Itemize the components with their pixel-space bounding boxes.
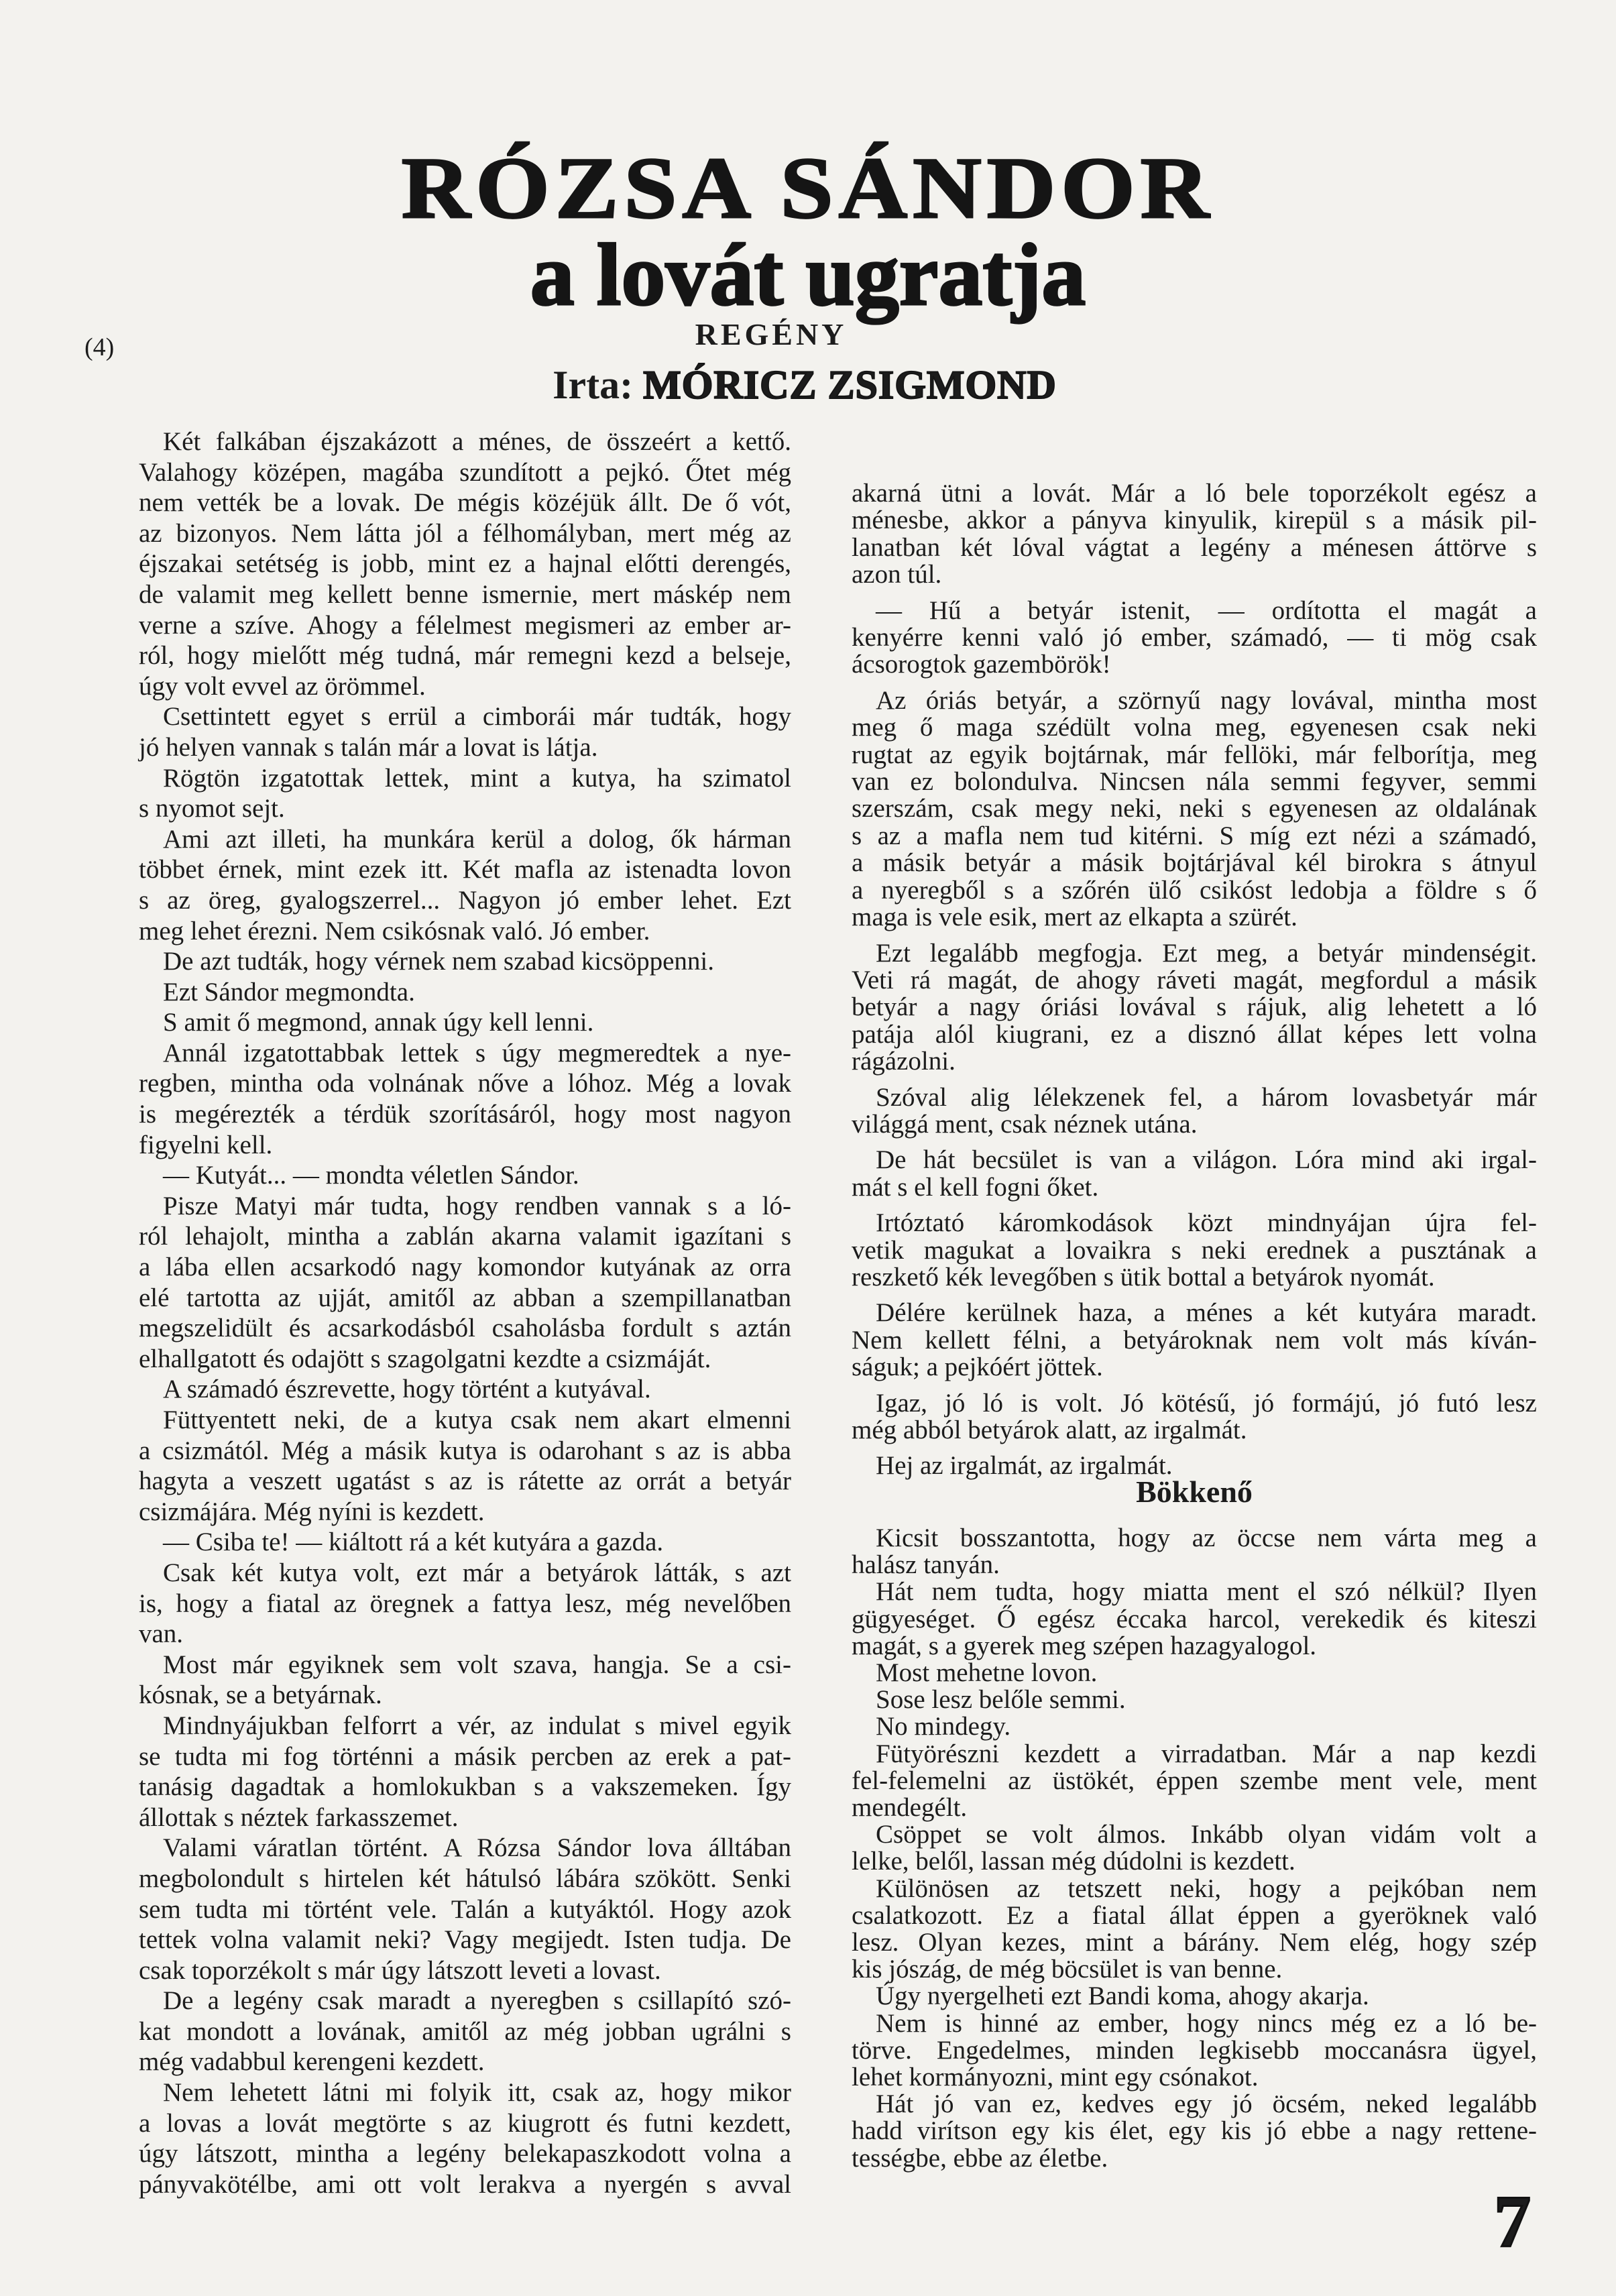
paragraph (852, 480, 1537, 589)
text-line: a nyeregből s a szőrén ülő csikóst ledobja a földre s ő (852, 875, 1537, 905)
text-line: reszkető kék levegőben s ütik bottal a betyárok nyomát. (852, 1262, 1435, 1292)
paragraph (852, 1686, 1537, 1713)
text-line: Nem kellett félni, a betyároknak nem volt más kíván- (852, 1325, 1537, 1355)
text-line: Veti rá magát, de ahogy ráveti magát, megfordul a másik (852, 965, 1537, 994)
text-line: Különösen az tetszett neki, hogy a pejkóban nem (876, 1874, 1537, 1903)
paragraph (852, 1147, 1537, 1201)
text-line: halász tanyán. (852, 1550, 1000, 1580)
text-line: S amit ő megmond, annak úgy kell lenni. (163, 1008, 594, 1037)
text-line: törve. Engedelmes, minden legkisebb moccanásra ügyel, (852, 2035, 1537, 2065)
text-line: állottak s néztek farkasszemet. (139, 1802, 459, 1832)
page-number: 7 (1494, 2181, 1531, 2262)
text-line: jó helyen vannak s talán már a lovat is látja. (139, 732, 598, 762)
text-line: azon túl. (852, 560, 942, 589)
text-line: tességbe, ebbe az életbe. (852, 2143, 1108, 2173)
text-line: de valamit meg kellett benne ismernie, mert máskép nem (139, 579, 791, 609)
paragraph (852, 1525, 1537, 1578)
text-line: De hát becsület is van a világon. Lóra mind aki irgal- (876, 1145, 1537, 1175)
text-line: szerszám, csak megy neki, neki s egyenesen az oldalának (852, 794, 1537, 823)
text-line: patája alól kiugrani, ez a disznó állat képes lett volna (852, 1019, 1537, 1049)
text-line: is, hogy a fiatal az öregnek a fattya lesz, még nevelőben (139, 1589, 791, 1618)
text-line: hadd virítson egy kis élet, egy kis jó ebbe a nagy rettene- (852, 2116, 1537, 2146)
text-line: tanásig dagadtak a homlokukban s a vakszemeken. Így (139, 1772, 791, 1802)
text-line: meg lehet érezni. Nem csikósnak való. Jó ember. (139, 916, 650, 945)
paragraph (852, 2010, 1537, 2091)
text-line: ácsorogtok gazembörök! (852, 650, 1111, 679)
paragraph (139, 946, 791, 977)
text-line: a csizmától. Még a másik kutya is odarohant s az is abba (139, 1436, 791, 1465)
text-line: elhallgatott és odajött s szagolgatni kezdte a csizmáját. (139, 1344, 711, 1373)
text-line: s az a mafla nem tud kitérni. S míg ezt nézi a számadó, (852, 821, 1537, 850)
text-line: Irtóztató káromkodások közt mindnyájan újra fel- (876, 1208, 1537, 1238)
paragraph (852, 687, 1537, 931)
paragraph (852, 1084, 1537, 1139)
text-line: van. (139, 1619, 184, 1649)
paragraph (852, 1713, 1537, 1740)
text-line: pányvakötélbe, ami ott volt lerakva a nyergén s avval (139, 2169, 791, 2199)
text-line: akarná ütni a lovát. Már a ló bele toporzékolt egész a (852, 479, 1537, 508)
byline (469, 362, 1140, 408)
text-line: lesz. Olyan kezes, mint a bárány. Nem elég, hogy szép (852, 1928, 1537, 1957)
text-line: Szóval alig lélekzenek fel, a három lovasbetyár már (876, 1082, 1537, 1112)
text-line: figyelni kell. (139, 1130, 273, 1159)
text-line: Most már egyiknek sem volt szava, hangja. Se a csi- (163, 1650, 791, 1679)
text-line: regben, mintha oda volnának nőve a lóhoz. Még a lovak (139, 1069, 791, 1098)
paragraph (139, 1405, 791, 1527)
text-line: többet érnek, mint ezek itt. Két mafla az istenadta lovon (139, 855, 791, 884)
text-line: Ezt legalább megfogja. Ezt meg, a betyár mindenségit. (876, 938, 1537, 968)
text-line: kat mondott a lovának, amitől az még jobban ugrálni s (139, 2016, 791, 2046)
text-line: kósnak, se a betyárnak. (139, 1680, 382, 1710)
text-line: meg ő maga szédült volna meg, egyenesen csak neki (852, 713, 1537, 742)
text-line: csalatkozott. Ez a fiatal állat éppen a gyeröknek való (852, 1900, 1537, 1930)
article-subtitle: a lovát ugratja (530, 225, 1086, 324)
text-line: Ezt Sándor megmondta. (163, 977, 415, 1007)
text-line: ról, hogy mielőtt még tudná, már remegni kezd a belseje, (139, 641, 791, 671)
text-line: maga is vele esik, mert az elkapta a szürét. (852, 903, 1297, 932)
text-line: De a legény csak maradt a nyeregben s csillapító szó- (163, 1986, 791, 2016)
text-line: világgá ment, csak néznek utána. (852, 1109, 1198, 1139)
text-line: betyár a nagy óriási lovával s rájuk, alig lehetett a ló (852, 992, 1537, 1022)
text-line: Délére kerülnek haza, a ménes a két kutyára maradt. (876, 1298, 1537, 1328)
paragraph (139, 1833, 791, 1986)
paragraph (852, 1390, 1537, 1444)
text-line: megszelidült és acsarkodásból csaholásba fordult s aztán (139, 1314, 791, 1343)
text-line: rugtat az egyik bojtárnak, már fellöki, már felborítja, meg (852, 740, 1537, 769)
text-line: ról lehajolt, mintha a zablán akarna valamit igazítani s (139, 1222, 791, 1251)
paragraph (852, 1300, 1537, 1381)
paragraph (139, 824, 791, 946)
text-line: No mindegy. (876, 1712, 1011, 1741)
text-line: Csak két kutya volt, ezt már a betyárok látták, s azt (163, 1558, 791, 1587)
paragraph (139, 701, 791, 762)
text-line: vetik magukat a lovaikra s neki erednek a pusztának a (852, 1235, 1537, 1265)
paragraph (139, 1374, 791, 1405)
text-line: mát s el kell fogni őket. (852, 1172, 1099, 1202)
text-line: Most mehetne lovon. (876, 1658, 1098, 1688)
text-line: is megérezték a térdük szorításáról, hogy most nagyon (139, 1100, 791, 1129)
text-line: úgy volt evvel az örömmel. (139, 671, 426, 701)
text-line: Sose lesz belőle semmi. (876, 1685, 1126, 1715)
text-line: Nem lehetett látni mi folyik itt, csak az, hogy mikor (163, 2078, 791, 2108)
text-line: Az óriás betyár, a szörnyű nagy lovával, mintha most (876, 685, 1537, 715)
text-line: a másik betyár a másik bojtárjával kél birokra s átnyul (852, 848, 1537, 878)
text-line: lehet kormányozni, mint egy csónakot. (852, 2063, 1259, 2092)
paragraph (139, 763, 791, 824)
text-line: Ami azt illeti, ha munkára kerül a dolog, ők hárman (163, 824, 791, 854)
text-line: ménesbe, akkor a pányva kinyulik, kirepül s a másik pil- (852, 506, 1537, 535)
text-line: elé tartotta az ujját, amitől az abban a szempillanatban (139, 1283, 791, 1312)
text-line: magát, s a gyerek meg szépen hazagyalogol. (852, 1631, 1317, 1660)
text-line: Fütyörészni kezdett a virradatban. Már a nap kezdi (876, 1739, 1537, 1768)
text-line: hagyta a veszett ugatást s az is rátette az orrát a betyár (139, 1467, 791, 1496)
text-line: Csettintett egyet s errül a cimborái már tudták, hogy (163, 702, 791, 732)
text-line: még vadabbul kerengeni kezdett. (139, 2047, 485, 2077)
text-line: lelke, belől, lassan még dúdolni is kezdett. (852, 1847, 1295, 1876)
paragraph (139, 1038, 791, 1160)
byline-prefix: Irta: (553, 363, 634, 407)
author-name: MÓRICZ ZSIGMOND (643, 363, 1057, 407)
text-line: úgy látszott, mintha a legény belekapaszkodott volna a (139, 2139, 791, 2169)
text-line: Füttyentett neki, de a kutya csak nem akart elmenni (163, 1405, 791, 1434)
text-line: a lába ellen acsarkodó nagy komondor kutyának az orra (139, 1253, 791, 1282)
paragraph (139, 1527, 791, 1558)
paragraph (852, 1210, 1537, 1291)
text-line: Nem is hinné az ember, hogy nincs még ez a ló be- (876, 2008, 1537, 2038)
text-line: Igaz, jó ló is volt. Jó kötésű, jó formájú, jó futó lesz (876, 1388, 1537, 1418)
text-line: — Kutyát... — mondta véletlen Sándor. (163, 1161, 579, 1190)
text-line: gügyeséget. Ő egész éccaka harcol, verekedik és kiteszi (852, 1604, 1537, 1633)
text-line: Két falkában éjszakázott a ménes, de összeért a kettő. (163, 427, 791, 456)
paragraph (852, 1821, 1537, 1875)
text-line: rágázolni. (852, 1047, 956, 1076)
paragraph (139, 1191, 791, 1375)
text-line: az bizonyos. Nem látta jól a félhomályban, mert még az (139, 518, 791, 548)
text-line: megbolondult s hirtelen két hátulsó lábára szökött. Senki (139, 1863, 791, 1893)
text-line: van ez bolondulva. Nincsen nála semmi fegyver, semmi (852, 767, 1537, 797)
paragraph (852, 1578, 1537, 1660)
text-line: ságuk; a pejkóért jöttek. (852, 1353, 1103, 1382)
paragraph (852, 940, 1537, 1076)
text-line: sem tudta mi történt vele. Talán a kutyáktól. Hogy azok (139, 1894, 791, 1924)
paragraph (139, 2077, 791, 2199)
paragraph (139, 1558, 791, 1650)
text-line: tettek volna valamit neki? Vagy megijedt. Isten tudja. De (139, 1925, 791, 1955)
paragraph (139, 1650, 791, 1711)
paragraph (852, 1876, 1537, 1984)
text-line: — Hű a betyár istenit, — ordította el magát a (876, 595, 1537, 625)
text-line: Annál izgatottabbak lettek s úgy megmeredtek a nye- (163, 1038, 791, 1068)
text-line: éjszakai setétség is jobb, mint ez a hajnal előtti derengés, (139, 549, 791, 579)
text-line: s nyomot sejt. (139, 794, 285, 823)
paragraph (852, 1660, 1537, 1686)
text-line: Hát nem tudta, hogy miatta ment el szó nélkül? Ilyen (876, 1577, 1537, 1607)
text-line: lanatban két lóval vágtat a legény a ménesen áttörve s (852, 532, 1537, 562)
article-title: RÓZSA SÁNDOR (401, 139, 1215, 237)
text-line: csizmájára. Még nyíni is kezdett. (139, 1497, 485, 1526)
text-line: csak toporzékolt s már úgy látszott leveti a lovast. (139, 1955, 661, 1985)
paragraph (852, 1741, 1537, 1822)
text-line: Hej az irgalmát, az irgalmát. (876, 1451, 1173, 1481)
paragraph (852, 597, 1537, 679)
text-line: s az öreg, gyalogszerrel... Nagyon jó ember lehet. Ezt (139, 885, 791, 915)
text-line: kis jószág, de még böcsület is van benne. (852, 1955, 1283, 1984)
text-line: mendegélt. (852, 1793, 968, 1823)
text-line: Hát jó van ez, kedves egy jó öcsém, neked legalább (876, 2089, 1537, 2119)
paragraph (139, 1986, 791, 2077)
paragraph (139, 1160, 791, 1191)
text-line: — Csiba te! — kiáltott rá a két kutyára a gazda. (163, 1528, 664, 1557)
paragraph (139, 426, 791, 701)
text-line: nem vették be a lovak. De mégis közéjük állt. De ő vót, (139, 488, 791, 518)
paragraph (139, 1711, 791, 1833)
text-column-right-bottom (852, 1525, 1537, 2172)
text-line: Mindnyájukban felforrt a vér, az indulat s mivel egyik (163, 1711, 791, 1740)
text-line: Valahogy középen, magába szundított a pejkó. Őtet még (139, 457, 791, 487)
text-line: verne a szíve. Ahogy a félelmest megismeri az ember ar- (139, 610, 791, 640)
text-line: De azt tudták, hogy vérnek nem szabad kicsöppenni. (163, 947, 714, 976)
text-line: Pisze Matyi már tudta, hogy rendben vannak s a ló- (163, 1191, 791, 1220)
text-line: se tudta mi fog történni a másik percben az erek a pat- (139, 1741, 791, 1771)
paragraph (852, 1983, 1537, 2010)
paragraph (139, 1007, 791, 1038)
text-line: A számadó észrevette, hogy történt a kutyával. (163, 1375, 651, 1404)
section-heading: Bökkenő (1136, 1475, 1253, 1509)
installment-number: (4) (84, 333, 115, 361)
text-line: Rögtön izgatottak lettek, mint a kutya, ha szimatol (163, 763, 791, 793)
text-column-left (139, 426, 791, 2199)
text-line: még abból betyárok alatt, az irgalmát. (852, 1416, 1247, 1444)
paragraph (852, 2091, 1537, 2172)
text-line: Úgy nyergelheti ezt Bandi koma, ahogy akarja. (876, 1982, 1369, 2011)
text-line: Csöppet se volt álmos. Inkább olyan vidám volt a (876, 1820, 1537, 1849)
genre-label: REGÉNY (695, 317, 848, 351)
text-column-right-top (852, 480, 1537, 1489)
text-line: fel-felemelni az üstökét, éppen szembe ment vele, ment (852, 1766, 1537, 1795)
text-line: a lovas a lovát megtörte s az kiugrott és futni kezdett, (139, 2108, 791, 2138)
text-line: Valami váratlan történt. A Rózsa Sándor lova álltában (163, 1833, 791, 1863)
paragraph (139, 977, 791, 1008)
text-line: kenyérre kenni való jó ember, számadó, — ti mög csak (852, 623, 1537, 652)
text-line: Kicsit bosszantotta, hogy az öccse nem várta meg a (876, 1524, 1537, 1552)
